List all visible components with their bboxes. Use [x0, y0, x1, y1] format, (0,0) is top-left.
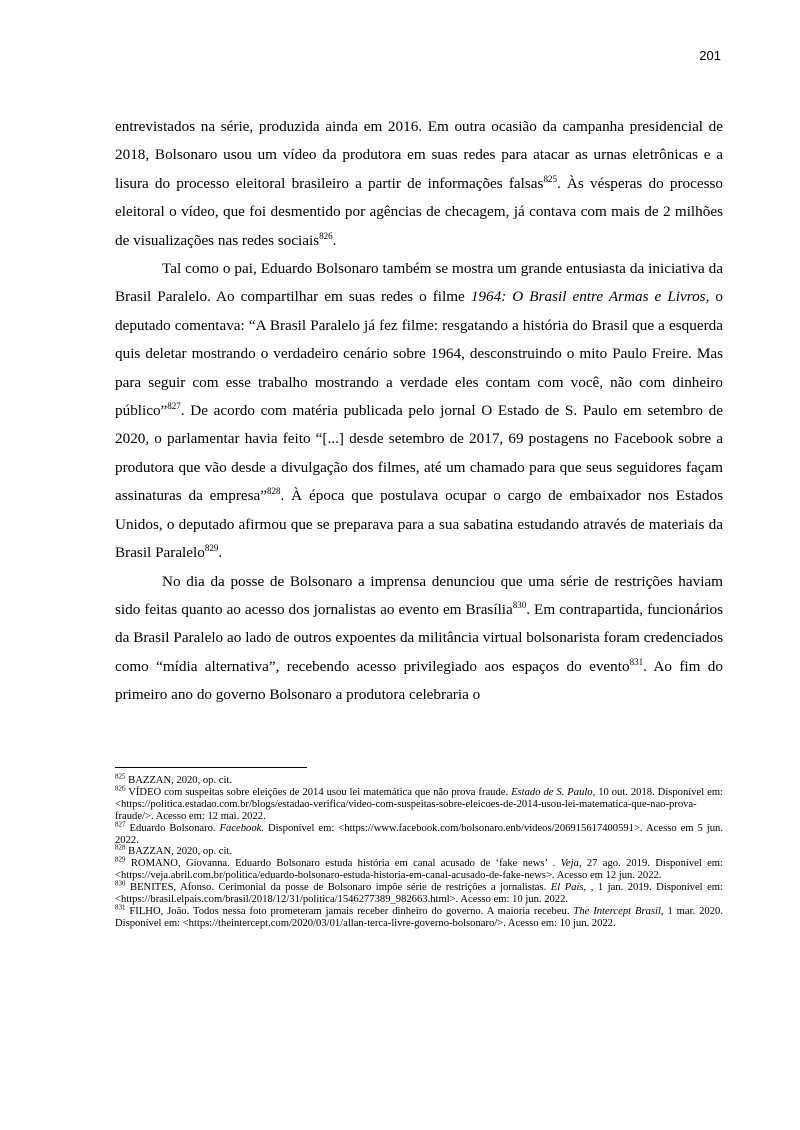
paragraph-text: o deputado comentava: “A Brasil Paralelo já fez filme: resgatando a história do Brasil que a esquerda quis deletar mostrando o verdadeiro cenário sobre 1964, desconstruindo o mito Paulo Freire. Mas para seguir com esse trabalho mostrando a verdade eles contam com você, não com dinheiro público” — [115, 288, 723, 420]
footnote-ref-831[interactable]: 831 — [629, 656, 644, 667]
footnote-ref-828[interactable]: 828 — [267, 486, 281, 497]
film-title: 1964: O Brasil entre Armas e Livros, — [470, 288, 710, 306]
footnote-831 — [115, 903, 723, 930]
footnote-827 — [115, 820, 723, 847]
footnote-text: Eduardo Bolsonaro. — [125, 822, 220, 834]
footnote-ref-826[interactable]: 826 — [319, 230, 333, 241]
footnote-text: BAZZAN, 2020, op. cit. — [125, 846, 233, 858]
paragraph-text: . Às vésperas do processo eleitoral o vídeo, que foi desmentido por agências de checagem, já contava com mais de 2 milhões de visualizações nas redes sociais — [115, 174, 723, 249]
footnote-text[interactable]: 27 ago. 2019. Disponível em: <https://veja.abril.com.br/politica/eduardo-bolsonaro-estuda-historia-em-canal-acusado-de-fake-news>. Acesso em 12 jun. 2022. — [115, 858, 723, 882]
footnote-number: 831 — [115, 903, 126, 912]
footnote-826 — [115, 784, 723, 823]
paragraph-text: . Ao fim do primeiro ano do governo Bolsonaro a produtora celebraria o — [115, 657, 723, 704]
footnote-text[interactable]: , 10 out. 2018. Disponível em: <https://politica.estadao.com.br/blogs/estadao-verifica/video-com-suspeitas-sobre-eleicoes-de-2014-usou-lei-matematica-que-nao-prova-fraude/>. Acesso em: 12 mai. 2022. — [115, 786, 723, 822]
footnote-source: Facebook. — [219, 822, 264, 834]
footnote-ref-830[interactable]: 830 — [512, 599, 527, 610]
paragraph-text: entrevistados na série, produzida ainda em 2016. Em outra ocasião da campanha presidencial de 2018, Bolsonaro usou um vídeo da produtora em suas redes para atacar as urnas eletrônicas e a lisura do processo eleitoral brasileiro a partir de informações falsas — [115, 118, 723, 192]
paragraph-text: . De acordo com matéria publicada pelo jornal O Estado de S. Paulo em setembro de 2020, o parlamentar havia feito “[...] desde setembro de 2017, 69 postagens no Facebook sobre a produtora que vão desde a divulgação dos filmes, até um chamado para que seus seguidores façam assinaturas da empresa” — [115, 402, 723, 505]
footnote-number: 830 — [115, 879, 126, 888]
footnote-text[interactable]: , , 1 jan. 2019. Disponível em: <https://brasil.elpais.com/brasil/2018/12/31/politica/1546277389_982663.html>. Acesso em: 10 jun. 2022. — [115, 882, 723, 906]
footnote-text: BAZZAN, 2020, op. cit. — [125, 775, 233, 786]
footnote-source: Estado de S. Paulo — [511, 786, 593, 798]
footnote-number: 826 — [115, 784, 126, 793]
footnote-829 — [115, 855, 723, 882]
footnote-text: VÍDEO com suspeitas sobre eleições de 2014 usou lei matemática que não prova fraude. — [125, 786, 512, 798]
footnote-number: 827 — [115, 820, 126, 829]
paragraph-text: . — [332, 231, 337, 249]
footnote-828 — [115, 843, 723, 858]
paragraph-text: No dia da posse de Bolsonaro a imprensa denunciou que uma série de restrições haviam sido feitas quanto ao acesso dos jornalistas ao evento em Brasília — [115, 572, 723, 618]
paragraph-text: . Em contrapartida, funcionários da Brasil Paralelo ao lado de outros expoentes da militância virtual bolsonarista foram credenciados como “mídia alternativa”, recebendo acesso privilegiado aos espaços do evento — [115, 600, 723, 675]
paragraph-text: . À época que postulava ocupar o cargo de embaixador nos Estados Unidos, o deputado afirmou que se preparava para a sua sabatina estudando através de materiais da Brasil Paralelo — [115, 487, 724, 562]
footnote-number: 828 — [115, 843, 126, 852]
footnote-830 — [115, 879, 723, 906]
footnote-ref-825[interactable]: 825 — [543, 173, 557, 184]
paragraph-3 — [115, 568, 723, 710]
paragraph-text: Tal como o pai, Eduardo Bolsonaro também se mostra um grande entusiasta da iniciativa da Brasil Paralelo. Ao compartilhar em suas redes o filme — [115, 260, 723, 306]
footnote-text: BENITES, Afonso. Cerimonial da posse de Bolsonaro impõe série de restrições a jornalistas. — [125, 882, 551, 894]
footnote-number: 825 — [115, 772, 126, 781]
footnote-source: The Intercept Brasil, — [573, 905, 664, 917]
page-number: 201 — [699, 48, 721, 63]
paragraph-2 — [115, 255, 723, 567]
footnote-825 — [115, 772, 723, 787]
body-text — [115, 113, 723, 710]
footnote-source: Veja, — [560, 858, 582, 870]
footnote-text: FILHO, João. Todos nessa foto prometeram jamais receber dinheiro do governo. A maioria recebeu. — [125, 905, 574, 917]
footnote-number: 829 — [115, 855, 126, 864]
footnote-ref-829[interactable]: 829 — [204, 543, 219, 554]
footnotes-section — [115, 772, 723, 930]
footnote-text: ROMANO, Giovanna. Eduardo Bolsonaro estuda história em canal acusado de ‘fake news’ . — [125, 858, 561, 870]
paragraph-text: . — [218, 544, 223, 562]
paragraph-1 — [115, 113, 723, 255]
footnote-text[interactable]: Disponível em: <https://www.facebook.com/bolsonaro.enb/videos/206915617400591>. Acesso em 5 jun. 2022. — [115, 822, 723, 846]
footnote-ref-827[interactable]: 827 — [167, 401, 181, 411]
footnote-separator — [115, 767, 307, 768]
footnote-source: El País — [550, 882, 584, 894]
footnote-text[interactable]: 1 mar. 2020. Disponível em: <https://theintercept.com/2020/03/01/allan-terca-livre-governo-bolsonaro/>. Acesso em: 10 jun. 2022. — [115, 905, 723, 929]
